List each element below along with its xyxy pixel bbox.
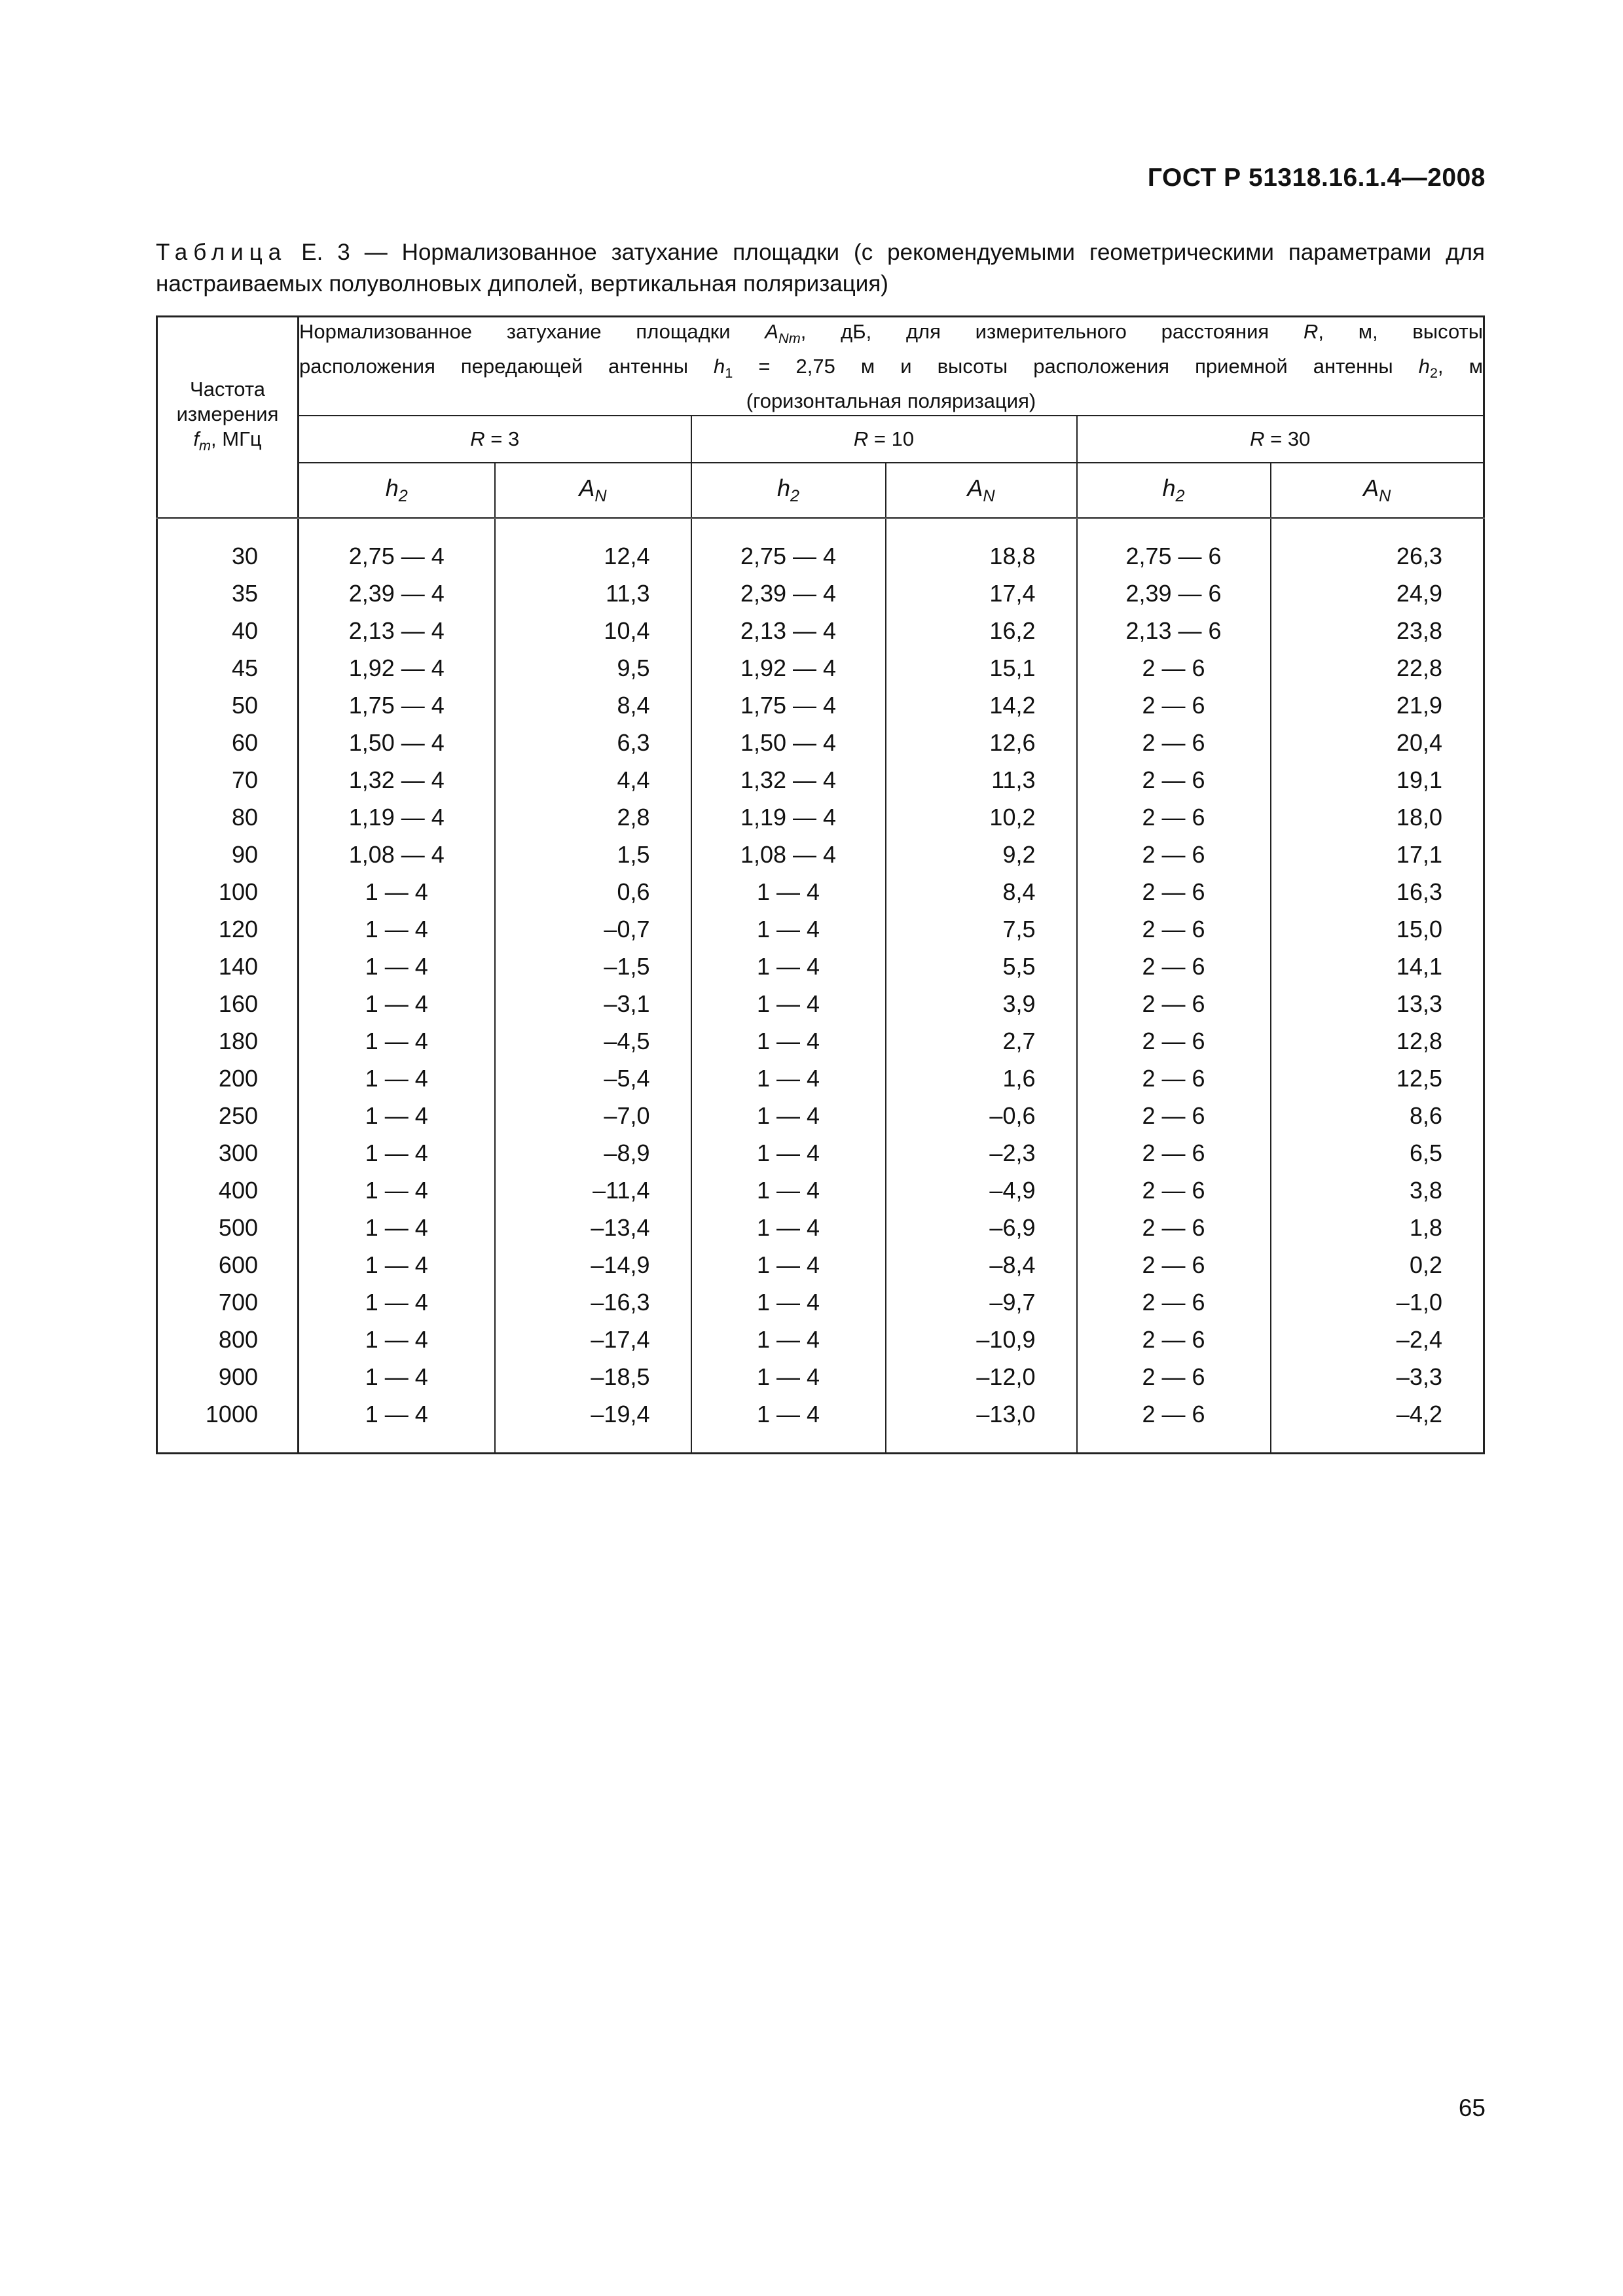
an-cell: –16,3 — [495, 1283, 691, 1321]
h2-cell: 2 — 6 — [1077, 1358, 1271, 1395]
an-cell: –8,9 — [495, 1134, 691, 1172]
h2-cell: 2 — 6 — [1077, 1172, 1271, 1209]
h2-cell: 2 — 6 — [1077, 1060, 1271, 1097]
freq-cell: 90 — [157, 836, 299, 873]
desc-a-sub: Nm — [778, 330, 801, 347]
an-cell: –0,6 — [886, 1097, 1077, 1134]
col-head-sub: N — [983, 487, 995, 506]
an-cell: 17,1 — [1271, 836, 1484, 873]
freq-cell: 50 — [157, 687, 299, 724]
freq-cell: 180 — [157, 1022, 299, 1060]
an-cell: 24,9 — [1271, 575, 1484, 612]
h2-cell: 1 — 4 — [691, 1172, 886, 1209]
h2-cell: 1 — 4 — [691, 1321, 886, 1358]
h2-cell: 1,92 — 4 — [691, 649, 886, 687]
freq-cell: 400 — [157, 1172, 299, 1209]
col-head-sub: N — [594, 487, 607, 506]
desc-part2: , дБ, для измерительного расстояния — [800, 320, 1304, 343]
an-cell: –12,0 — [886, 1358, 1077, 1395]
table-row — [157, 1283, 1484, 1321]
freq-cell: 250 — [157, 1097, 299, 1134]
an-cell: –18,5 — [495, 1358, 691, 1395]
table-row — [157, 1134, 1484, 1172]
table-row — [157, 1022, 1484, 1060]
group-r30-symbol: R — [1250, 427, 1265, 451]
h2-cell: 2 — 6 — [1077, 1209, 1271, 1246]
col-header-h2-r10 — [691, 463, 886, 518]
table-row — [157, 948, 1484, 985]
col-head-symbol: A — [1363, 475, 1379, 502]
h2-cell: 2 — 6 — [1077, 649, 1271, 687]
an-cell: –14,9 — [495, 1246, 691, 1283]
h2-cell: 1,08 — 4 — [299, 836, 495, 873]
freq-cell: 40 — [157, 612, 299, 649]
col-head-sub: 2 — [398, 487, 408, 506]
freq-cell: 140 — [157, 948, 299, 985]
table-caption — [156, 237, 1485, 300]
desc-h1-sub: 1 — [725, 365, 733, 382]
desc-line-2 — [299, 352, 1483, 387]
freq-cell: 800 — [157, 1321, 299, 1358]
h2-cell: 2 — 6 — [1077, 1283, 1271, 1321]
standard-number: ГОСТ Р 51318.16.1.4—2008 — [1147, 164, 1486, 192]
h2-cell: 1 — 4 — [299, 1097, 495, 1134]
an-cell: –7,0 — [495, 1097, 691, 1134]
an-cell: 17,4 — [886, 575, 1077, 612]
an-cell: 15,1 — [886, 649, 1077, 687]
an-cell: –9,7 — [886, 1283, 1077, 1321]
table-row — [157, 761, 1484, 798]
desc-part6: , м — [1438, 355, 1484, 378]
col-head-sub: 2 — [1175, 487, 1185, 506]
h2-cell: 1,50 — 4 — [299, 724, 495, 761]
col-header-an-r30 — [1271, 463, 1484, 518]
freq-cell: 120 — [157, 910, 299, 948]
desc-r-symbol: R — [1303, 320, 1319, 343]
an-cell: 5,5 — [886, 948, 1077, 985]
an-cell: 9,2 — [886, 836, 1077, 873]
an-cell: 2,7 — [886, 1022, 1077, 1060]
h2-cell: 2 — 6 — [1077, 761, 1271, 798]
an-cell: –11,4 — [495, 1172, 691, 1209]
h2-cell: 1,32 — 4 — [299, 761, 495, 798]
h2-cell: 1 — 4 — [691, 873, 886, 910]
h2-cell: 2 — 6 — [1077, 948, 1271, 985]
an-cell: 6,5 — [1271, 1134, 1484, 1172]
freq-cell: 80 — [157, 798, 299, 836]
h2-cell: 1 — 4 — [299, 1209, 495, 1246]
freq-cell: 60 — [157, 724, 299, 761]
col-head-sub: 2 — [790, 487, 800, 506]
an-cell: 8,4 — [886, 873, 1077, 910]
h2-cell: 1 — 4 — [691, 1022, 886, 1060]
freq-cell: 30 — [157, 518, 299, 575]
col-header-h2-r3 — [299, 463, 495, 518]
h2-cell: 1 — 4 — [299, 1358, 495, 1395]
table-row — [157, 1060, 1484, 1097]
group-r10-symbol: R — [853, 427, 869, 451]
freq-cell: 500 — [157, 1209, 299, 1246]
attenuation-table — [156, 315, 1485, 1454]
an-cell: –5,4 — [495, 1060, 691, 1097]
h2-cell: 1,19 — 4 — [299, 798, 495, 836]
h2-cell: 1 — 4 — [299, 1172, 495, 1209]
an-cell: 12,6 — [886, 724, 1077, 761]
col-header-h2-r30 — [1077, 463, 1271, 518]
an-cell: –10,9 — [886, 1321, 1077, 1358]
h2-cell: 1 — 4 — [691, 1097, 886, 1134]
an-cell: 8,4 — [495, 687, 691, 724]
table-row — [157, 687, 1484, 724]
table-row — [157, 910, 1484, 948]
an-cell: 26,3 — [1271, 518, 1484, 575]
an-cell: 16,3 — [1271, 873, 1484, 910]
h2-cell: 2,13 — 4 — [299, 612, 495, 649]
desc-a-symbol: A — [765, 320, 779, 343]
desc-h1-symbol: h — [714, 355, 725, 378]
freq-header-symbol: f — [193, 427, 199, 450]
an-cell: 3,9 — [886, 985, 1077, 1022]
table-row — [157, 798, 1484, 836]
h2-cell: 1 — 4 — [299, 1246, 495, 1283]
h2-cell: 2,39 — 6 — [1077, 575, 1271, 612]
h2-cell: 2 — 6 — [1077, 724, 1271, 761]
freq-header-line2: измерения — [176, 402, 279, 425]
an-cell: 12,8 — [1271, 1022, 1484, 1060]
h2-cell: 2 — 6 — [1077, 910, 1271, 948]
group-header-r3 — [299, 416, 691, 463]
desc-line-1 — [299, 317, 1483, 352]
an-cell: 15,0 — [1271, 910, 1484, 948]
an-cell: 14,2 — [886, 687, 1077, 724]
desc-h2-symbol: h — [1418, 355, 1430, 378]
h2-cell: 1 — 4 — [299, 1395, 495, 1454]
an-cell: 1,5 — [495, 836, 691, 873]
h2-cell: 2 — 6 — [1077, 1134, 1271, 1172]
freq-header-unit: , МГц — [211, 427, 262, 450]
an-cell: –4,9 — [886, 1172, 1077, 1209]
an-cell: –1,5 — [495, 948, 691, 985]
h2-cell: 2 — 6 — [1077, 836, 1271, 873]
col-head-symbol: h — [776, 475, 790, 502]
an-cell: –3,1 — [495, 985, 691, 1022]
h2-cell: 2 — 6 — [1077, 1395, 1271, 1454]
h2-cell: 1,50 — 4 — [691, 724, 886, 761]
an-cell: –6,9 — [886, 1209, 1077, 1246]
h2-cell: 1 — 4 — [299, 1283, 495, 1321]
group-r10-value: = 10 — [868, 427, 915, 451]
h2-cell: 1,32 — 4 — [691, 761, 886, 798]
an-cell: –2,3 — [886, 1134, 1077, 1172]
h2-cell: 1,19 — 4 — [691, 798, 886, 836]
an-cell: 9,5 — [495, 649, 691, 687]
col-head-symbol: A — [579, 475, 595, 502]
an-cell: 11,3 — [495, 575, 691, 612]
an-cell: 18,8 — [886, 518, 1077, 575]
table-row — [157, 1097, 1484, 1134]
h2-cell: 2 — 6 — [1077, 1022, 1271, 1060]
an-cell: 16,2 — [886, 612, 1077, 649]
table-row — [157, 1172, 1484, 1209]
an-cell: 0,2 — [1271, 1246, 1484, 1283]
freq-cell: 1000 — [157, 1395, 299, 1454]
an-cell: 20,4 — [1271, 724, 1484, 761]
h2-cell: 2,13 — 4 — [691, 612, 886, 649]
h2-cell: 2 — 6 — [1077, 1097, 1271, 1134]
group-header-r10 — [691, 416, 1077, 463]
table-row — [157, 612, 1484, 649]
an-cell: –13,0 — [886, 1395, 1077, 1454]
h2-cell: 1 — 4 — [691, 985, 886, 1022]
an-cell: 2,8 — [495, 798, 691, 836]
attenuation-description-header — [299, 317, 1484, 416]
h2-cell: 2,75 — 4 — [299, 518, 495, 575]
desc-part5: = 2,75 м и высоты расположения приемной антенны — [733, 355, 1419, 378]
h2-cell: 1 — 4 — [299, 948, 495, 985]
an-cell: 12,5 — [1271, 1060, 1484, 1097]
table-row — [157, 1358, 1484, 1395]
freq-cell: 600 — [157, 1246, 299, 1283]
group-r3-value: = 3 — [484, 427, 520, 451]
h2-cell: 1,75 — 4 — [299, 687, 495, 724]
h2-cell: 1,75 — 4 — [691, 687, 886, 724]
col-head-symbol: A — [967, 475, 983, 502]
an-cell: 1,6 — [886, 1060, 1077, 1097]
h2-cell: 1 — 4 — [691, 1209, 886, 1246]
h2-cell: 1 — 4 — [299, 1321, 495, 1358]
h2-cell: 1 — 4 — [299, 1134, 495, 1172]
h2-cell: 1 — 4 — [691, 1134, 886, 1172]
h2-cell: 2 — 6 — [1077, 798, 1271, 836]
freq-cell: 160 — [157, 985, 299, 1022]
table-row — [157, 985, 1484, 1022]
an-cell: –13,4 — [495, 1209, 691, 1246]
an-cell: 10,2 — [886, 798, 1077, 836]
freq-header-line1: Частота — [190, 377, 265, 401]
group-r3-symbol: R — [470, 427, 485, 451]
freq-cell: 700 — [157, 1283, 299, 1321]
table-row — [157, 1321, 1484, 1358]
table-row — [157, 518, 1484, 575]
an-cell: 14,1 — [1271, 948, 1484, 985]
page-number: 65 — [1458, 2094, 1486, 2121]
table-row — [157, 1246, 1484, 1283]
desc-part4: расположения передающей антенны — [299, 355, 714, 378]
caption-prefix: Таблица — [156, 240, 287, 265]
an-cell: 23,8 — [1271, 612, 1484, 649]
an-cell: –2,4 — [1271, 1321, 1484, 1358]
h2-cell: 2,75 — 6 — [1077, 518, 1271, 575]
caption-text: Е. 3 — Нормализованное затухание площадки (с рекомендуемыми геометрическими параметрами для настраиваемых полуволновых диполей, вертикальная поляризация) — [156, 240, 1485, 296]
h2-cell: 2,39 — 4 — [691, 575, 886, 612]
h2-cell: 2,39 — 4 — [299, 575, 495, 612]
freq-cell: 100 — [157, 873, 299, 910]
an-cell: –3,3 — [1271, 1358, 1484, 1395]
an-cell: –1,0 — [1271, 1283, 1484, 1321]
table-row — [157, 575, 1484, 612]
h2-cell: 2 — 6 — [1077, 1321, 1271, 1358]
h2-cell: 1,08 — 4 — [691, 836, 886, 873]
an-cell: –4,2 — [1271, 1395, 1484, 1454]
an-cell: 18,0 — [1271, 798, 1484, 836]
an-cell: –19,4 — [495, 1395, 691, 1454]
h2-cell: 1 — 4 — [691, 948, 886, 985]
table-row — [157, 836, 1484, 873]
h2-cell: 1 — 4 — [691, 1060, 886, 1097]
table-row — [157, 873, 1484, 910]
an-cell: –0,7 — [495, 910, 691, 948]
desc-part3: , м, высоты — [1318, 320, 1484, 343]
an-cell: 1,8 — [1271, 1209, 1484, 1246]
table-row — [157, 724, 1484, 761]
an-cell: 13,3 — [1271, 985, 1484, 1022]
an-cell: 7,5 — [886, 910, 1077, 948]
desc-part1: Нормализованное затухание площадки — [299, 320, 765, 343]
freq-cell: 200 — [157, 1060, 299, 1097]
h2-cell: 2 — 6 — [1077, 1246, 1271, 1283]
an-cell: –8,4 — [886, 1246, 1077, 1283]
col-head-symbol: h — [385, 475, 399, 502]
group-r30-value: = 30 — [1264, 427, 1311, 451]
an-cell: 0,6 — [495, 873, 691, 910]
h2-cell: 1 — 4 — [299, 1022, 495, 1060]
group-header-r30 — [1077, 416, 1484, 463]
table-row — [157, 649, 1484, 687]
desc-line-3: (горизонтальная поляризация) — [746, 389, 1036, 413]
h2-cell: 2 — 6 — [1077, 985, 1271, 1022]
an-cell: 8,6 — [1271, 1097, 1484, 1134]
h2-cell: 1 — 4 — [691, 1246, 886, 1283]
h2-cell: 2 — 6 — [1077, 687, 1271, 724]
freq-header-symbol-sub: m — [198, 437, 211, 454]
col-header-an-r3 — [495, 463, 691, 518]
h2-cell: 1 — 4 — [691, 1395, 886, 1454]
col-head-symbol: h — [1162, 475, 1176, 502]
freq-cell: 300 — [157, 1134, 299, 1172]
h2-cell: 2 — 6 — [1077, 873, 1271, 910]
h2-cell: 1 — 4 — [691, 910, 886, 948]
an-cell: 21,9 — [1271, 687, 1484, 724]
col-header-an-r10 — [886, 463, 1077, 518]
h2-cell: 1 — 4 — [299, 1060, 495, 1097]
h2-cell: 1 — 4 — [299, 910, 495, 948]
an-cell: 12,4 — [495, 518, 691, 575]
freq-cell: 70 — [157, 761, 299, 798]
h2-cell: 1 — 4 — [299, 985, 495, 1022]
h2-cell: 2,75 — 4 — [691, 518, 886, 575]
an-cell: 3,8 — [1271, 1172, 1484, 1209]
an-cell: 11,3 — [886, 761, 1077, 798]
freq-cell: 35 — [157, 575, 299, 612]
col-head-sub: N — [1379, 487, 1391, 506]
desc-h2-sub: 2 — [1429, 365, 1438, 382]
table-row — [157, 1209, 1484, 1246]
h2-cell: 1 — 4 — [299, 873, 495, 910]
freq-cell: 900 — [157, 1358, 299, 1395]
h2-cell: 2,13 — 6 — [1077, 612, 1271, 649]
table-body — [157, 518, 1484, 1454]
an-cell: 10,4 — [495, 612, 691, 649]
h2-cell: 1,92 — 4 — [299, 649, 495, 687]
h2-cell: 1 — 4 — [691, 1358, 886, 1395]
frequency-column-header — [157, 317, 299, 518]
an-cell: 22,8 — [1271, 649, 1484, 687]
an-cell: 4,4 — [495, 761, 691, 798]
h2-cell: 1 — 4 — [691, 1283, 886, 1321]
an-cell: 6,3 — [495, 724, 691, 761]
table-row — [157, 1395, 1484, 1454]
freq-cell: 45 — [157, 649, 299, 687]
an-cell: 19,1 — [1271, 761, 1484, 798]
an-cell: –17,4 — [495, 1321, 691, 1358]
an-cell: –4,5 — [495, 1022, 691, 1060]
